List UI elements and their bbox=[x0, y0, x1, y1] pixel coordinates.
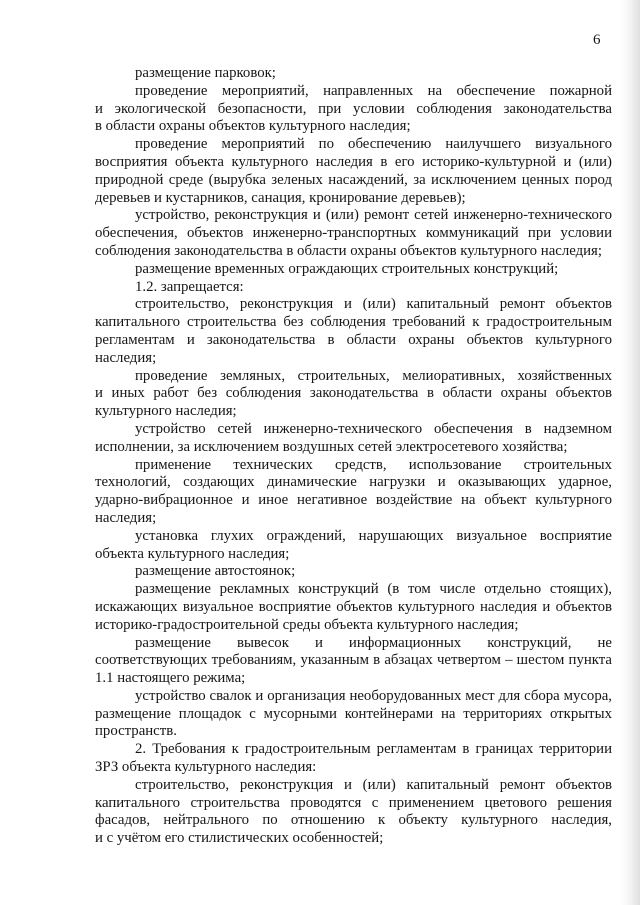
text-line: деревьев и кустарников, санация, кронирование деревьев); bbox=[95, 189, 466, 206]
item-signboards bbox=[95, 635, 612, 688]
text-line: размещение вывесок и информационных конструкций, не bbox=[135, 634, 612, 651]
document-body bbox=[95, 65, 612, 848]
item-facade-color-requirements bbox=[95, 777, 612, 848]
text-line: технологий, создающих динамические нагрузки и оказывающих ударное, bbox=[95, 474, 612, 491]
item-overhead-networks bbox=[95, 421, 612, 457]
text-line: и иных работ без соблюдения законодательства в области охраны объектов bbox=[95, 385, 612, 402]
item-parking-placement bbox=[95, 65, 612, 83]
item-fire-safety-measures bbox=[95, 83, 612, 136]
page-number: 6 bbox=[593, 32, 601, 48]
text-line: искажающих визуальное восприятие объектов культурного наследия и объектов bbox=[95, 598, 612, 615]
text-line: размещение площадок с мусорными контейнерами на территориях открытых bbox=[95, 705, 612, 722]
text-line: устройство, реконструкция и (или) ремонт сетей инженерно-технического bbox=[135, 207, 612, 224]
text-line: применение технических средств, использование строительных bbox=[135, 456, 612, 473]
text-line: ударно-вибрационное и иное негативное воздействие на объект культурного bbox=[95, 492, 612, 509]
item-advertising-structures bbox=[95, 581, 612, 634]
text-line: проведение земляных, строительных, мелиоративных, хозяйственных bbox=[135, 367, 612, 384]
text-line: устройство сетей инженерно-технического обеспечения в надземном bbox=[135, 420, 612, 437]
item-earthworks-without-compliance bbox=[95, 368, 612, 421]
item-construction-without-compliance bbox=[95, 296, 612, 367]
text-line: наследия; bbox=[95, 349, 157, 366]
text-line: соблюдения законодательства в области охраны объектов культурного наследия; bbox=[95, 242, 602, 259]
text-line: пространств. bbox=[95, 723, 177, 740]
text-line: проведение мероприятий по обеспечению наилучшего визуального bbox=[135, 136, 612, 153]
text-line: строительство, реконструкция и (или) капитальный ремонт объектов bbox=[135, 776, 612, 793]
scan-edge-shadow bbox=[620, 0, 640, 905]
text-line: восприятия объекта культурного наследия в его историко-культурной и (или) bbox=[95, 153, 612, 170]
text-line: размещение рекламных конструкций (в том числе отдельно стоящих), bbox=[135, 581, 612, 598]
text-line: природной среде (вырубка зеленых насаждений, за исключением ценных пород bbox=[95, 171, 612, 188]
text-line: ЗРЗ объекта культурного наследия: bbox=[95, 759, 317, 776]
item-visual-perception-measures bbox=[95, 136, 612, 207]
text-line: обеспечения, объектов инженерно-транспортных коммуникаций при условии bbox=[95, 225, 612, 242]
item-dynamic-load-technologies bbox=[95, 457, 612, 528]
item-dumps bbox=[95, 688, 612, 741]
section-heading-requirements bbox=[95, 741, 612, 777]
text-line: наследия; bbox=[95, 509, 157, 526]
text-line: установка глухих ограждений, нарушающих визуальное восприятие bbox=[135, 527, 612, 544]
text-line: капитального строительства проводятся с применением цветового решения bbox=[95, 794, 612, 811]
text-line: и экологической безопасности, при условии соблюдения законодательства bbox=[95, 100, 612, 117]
section-heading-prohibited bbox=[95, 279, 612, 297]
text-line: размещение временных ограждающих строительных конструкций; bbox=[135, 260, 559, 277]
text-line: 1.2. запрещается: bbox=[135, 278, 244, 295]
text-line: устройство свалок и организация необорудованных мест для сбора мусора, bbox=[135, 687, 612, 704]
text-line: размещение автостоянок; bbox=[135, 563, 296, 580]
text-line: историко-градостроительной среды объекта культурного наследия; bbox=[95, 616, 519, 633]
text-line: в области охраны объектов культурного наследия; bbox=[95, 118, 411, 135]
item-engineering-networks-repair bbox=[95, 207, 612, 260]
item-temporary-fencing bbox=[95, 261, 612, 279]
item-car-parks bbox=[95, 563, 612, 581]
text-line: соответствующих требованиям, указанным в абзацах четвертом – шестом пункта bbox=[95, 652, 612, 669]
text-line: объекта культурного наследия; bbox=[95, 545, 290, 562]
text-line: размещение парковок; bbox=[135, 65, 276, 81]
text-line: фасадов, нейтрального по отношению к объекту культурного наследия, bbox=[95, 812, 612, 829]
item-solid-fences bbox=[95, 528, 612, 564]
text-line: и с учётом его стилистических особенностей; bbox=[95, 830, 384, 847]
text-line: исполнении, за исключением воздушных сетей электросетевого хозяйства; bbox=[95, 438, 568, 455]
text-line: проведение мероприятий, направленных на обеспечение пожарной bbox=[135, 82, 612, 99]
text-line: капитального строительства без соблюдения требований к градостроительным bbox=[95, 314, 612, 331]
text-line: 1.1 настоящего режима; bbox=[95, 670, 246, 687]
text-line: регламентам и законодательства в области охраны объектов культурного bbox=[95, 331, 612, 348]
text-line: культурного наследия; bbox=[95, 403, 237, 420]
text-line: строительство, реконструкция и (или) капитальный ремонт объектов bbox=[135, 296, 612, 313]
text-line: 2. Требования к градостроительным регламентам в границах территории bbox=[135, 741, 612, 758]
